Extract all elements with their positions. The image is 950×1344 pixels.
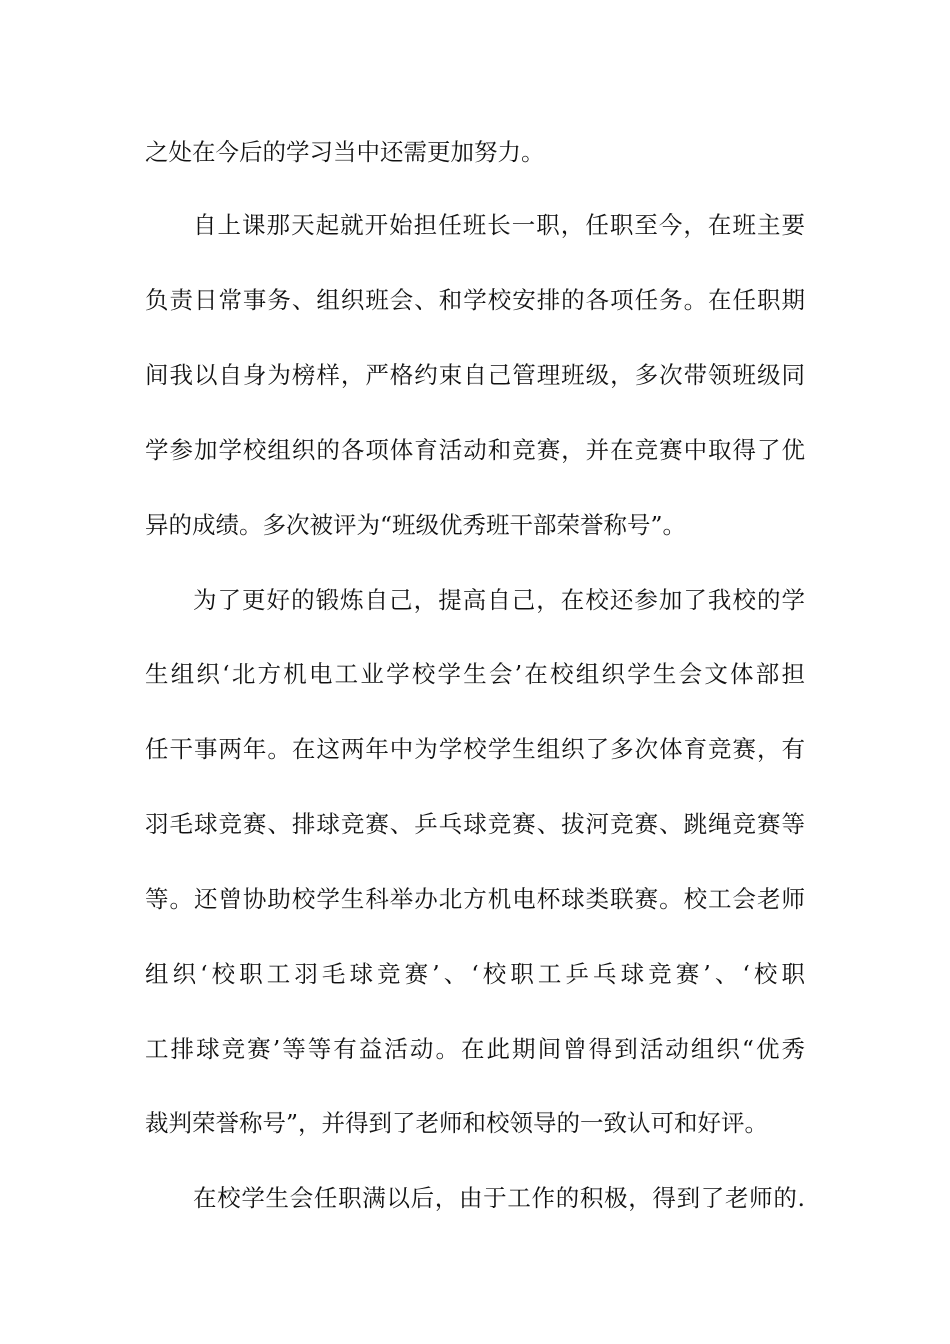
text-line-9: 任干事两年。在这两年中为学校学生组织了多次体育竞赛，有 — [145, 735, 805, 763]
text-line-7: 为了更好的锻炼自己，提高自己，在校还参加了我校的学 — [193, 586, 805, 614]
text-line-15: 在校学生会任职满以后，由于工作的积极，得到了老师的. — [193, 1184, 805, 1212]
text-line-13: 工排球竞赛’等等有益活动。在此期间曾得到活动组织“优秀 — [145, 1035, 805, 1063]
text-line-5: 学参加学校组织的各项体育活动和竞赛，并在竞赛中取得了优 — [145, 436, 805, 464]
text-line-1: 之处在今后的学习当中还需更加努力。 — [145, 138, 545, 166]
text-line-11: 等。还曾协助校学生科举办北方机电杯球类联赛。校工会老师 — [145, 885, 805, 913]
text-line-10: 羽毛球竞赛、排球竞赛、乒乓球竞赛、拔河竞赛、跳绳竞赛等 — [145, 810, 805, 838]
text-line-8: 生组织‘北方机电工业学校学生会’在校组织学生会文体部担 — [145, 660, 805, 688]
text-line-4: 间我以自身为榜样，严格约束自己管理班级，多次带领班级同 — [145, 361, 805, 389]
text-line-2: 自上课那天起就开始担任班长一职，任职至今，在班主要 — [193, 211, 805, 239]
text-line-3: 负责日常事务、组织班会、和学校安排的各项任务。在任职期 — [145, 286, 805, 314]
text-line-14: 裁判荣誉称号”，并得到了老师和校领导的一致认可和好评。 — [145, 1109, 769, 1137]
text-line-12: 组织‘校职工羽毛球竞赛’、‘校职工乒乓球竞赛’、‘校职 — [145, 960, 805, 988]
text-line-6: 异的成绩。多次被评为“班级优秀班干部荣誉称号”。 — [145, 511, 687, 539]
